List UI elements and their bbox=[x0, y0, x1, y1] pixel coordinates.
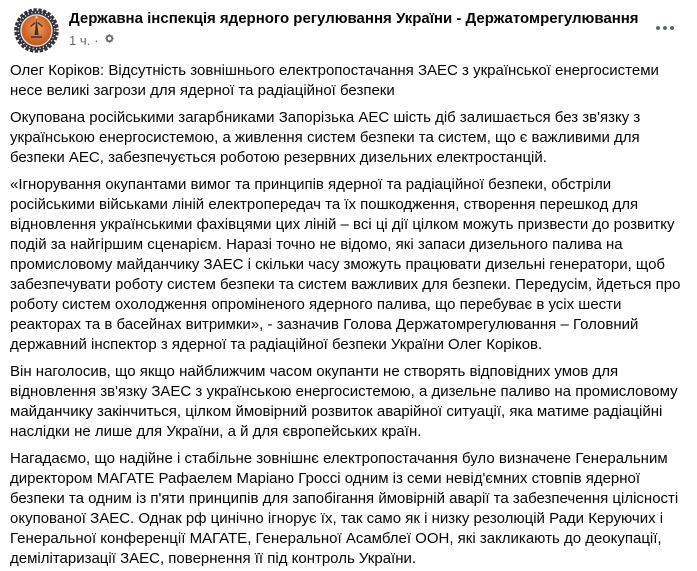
nuclear-agency-seal-logo bbox=[14, 8, 59, 53]
gear-icon bbox=[103, 32, 116, 49]
ellipsis-icon bbox=[663, 26, 667, 30]
post-paragraph: Олег Коріков: Відсутність зовнішнього електропостачання ЗАЕС з української енергосистеми несе великі загрози для ядерної та радіаційної безпеки bbox=[10, 62, 664, 99]
avatar[interactable] bbox=[14, 8, 59, 53]
ellipsis-icon bbox=[656, 26, 660, 30]
more-options-button[interactable] bbox=[649, 16, 681, 40]
header-text bbox=[69, 8, 641, 49]
post-meta bbox=[69, 31, 641, 49]
page-name-link[interactable]: Державна інспекція ядерного регулювання України - Держатомрегулювання bbox=[69, 10, 639, 27]
post-paragraph: Він наголосив, що якщо найближчим часом окупанти не створять відповідних умов для відновлення зв'язку ЗАЕС з українською енергосистемою, а дизельне паливо на промисловому майданчику закінчиться, цілком ймовірний розвиток аварійної ситуації, яка матиме радіаційні наслідки не лише для України, а й для європейських країн. bbox=[10, 363, 682, 440]
post-paragraph: Нагадаємо, що надійне і стабільне зовнішнє електропостачання було визначене Генеральним директором МАГАТЕ Рафаелем Маріано Гроссі одним із семи невід'ємних стовпів ядерної безпеки та одним із п'яти принципів для запобігання ймовірній аварії та забезпечення цілісності окупованої ЗАЕС. Однак рф цинічно ігнорує їх, так само як і низку резолюцій Ради Керуючих і Генеральної конференції МАГАТЕ, Генеральної Асамблеї ООН, які закликають до деокупації, демілітаризації ЗАЕС, повернення її під контроль України. bbox=[10, 450, 683, 567]
meta-separator: · bbox=[94, 32, 99, 48]
post-paragraph: Окупована російськими загарбниками Запорізька АЕС шість діб залишається без зв'язку з українською енергосистемою, а живлення систем безпеки та систем, що є важливими для безпеки АЕС, забезпечується роботою резервних дизельних електростанцій. bbox=[10, 109, 645, 166]
ellipsis-icon bbox=[670, 26, 674, 30]
post-paragraph: «Ігнорування окупантами вимог та принципів ядерної та радіаційної безпеки, обстріли російськими військами ліній електропередач та їх пошкодження, створення перешкод для відновлення українськими фахівцями цих ліній – всі ці дії цілком можуть призвести до розвитку подій за найгіршим сценарієм. Наразі точно не відомо, які запаси дизельного палива на промисловому майданчику ЗАЕС і скільки часу зможуть працювати дизельні генератори, щоб забезпечувати роботу систем безпеки та систем важливих для безпеки. Передусім, йдеться про роботу систем охолодження опроміненого ядерного палива, що перебуває в усіх шести реакторах та в басейнах витримки», - зазначив Голова Держатомрегулювання – Головний державний інспектор з ядерної та радіаційної безпеки України Олег Коріков. bbox=[10, 176, 685, 353]
timestamp-link[interactable]: 1 ч. bbox=[69, 32, 91, 48]
post-body bbox=[0, 57, 697, 569]
post-header bbox=[0, 0, 697, 57]
